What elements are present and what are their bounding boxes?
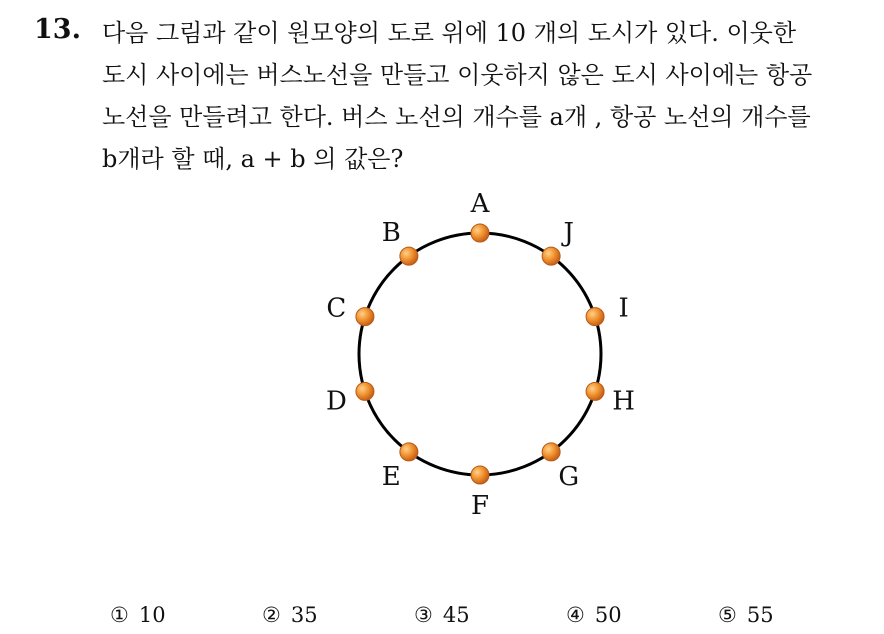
choice-1-mark: ① xyxy=(110,603,129,627)
city-dot-e xyxy=(400,443,418,461)
choice-3-value: 45 xyxy=(442,603,470,627)
city-dot-d xyxy=(356,382,374,400)
choice-5-mark: ⑤ xyxy=(718,603,737,627)
choice-3-mark: ③ xyxy=(414,603,433,627)
city-label-j: J xyxy=(563,217,574,248)
city-label-g: G xyxy=(558,462,580,493)
city-dot-h xyxy=(586,382,604,400)
question-number: 13. xyxy=(34,14,81,45)
stem-line-2: 도시 사이에는 버스노선을 만들고 이웃하지 않은 도시 사이에는 항공 xyxy=(102,61,813,89)
choice-2-value: 35 xyxy=(290,603,318,627)
stem-line-1: 다음 그림과 같이 원모양의 도로 위에 10 개의 도시가 있다. 이웃한 xyxy=(102,19,797,47)
city-label-h: H xyxy=(612,386,635,417)
city-label-a: A xyxy=(470,189,490,219)
choice-3[interactable] xyxy=(414,603,470,627)
city-dot-f xyxy=(471,466,489,484)
city-label-b: B xyxy=(381,217,401,248)
choice-4[interactable] xyxy=(566,603,622,627)
choice-5[interactable] xyxy=(718,603,774,627)
city-dot-b xyxy=(400,247,418,265)
choice-5-value: 55 xyxy=(746,603,774,627)
choice-1[interactable] xyxy=(110,603,166,627)
stem-line-4: b개라 할 때, a + b 의 값은? xyxy=(102,145,404,173)
city-dot-j xyxy=(542,247,560,265)
city-label-e: E xyxy=(381,462,401,493)
stem-line-3: 노선을 만들려고 한다. 버스 노선의 개수를 a개 , 항공 노선의 개수를 xyxy=(102,103,811,131)
choice-1-value: 10 xyxy=(138,603,166,627)
choice-4-value: 50 xyxy=(594,603,622,627)
city-dot-g xyxy=(542,443,560,461)
city-label-d: D xyxy=(325,386,347,417)
city-dot-c xyxy=(356,308,374,326)
city-dot-i xyxy=(586,308,604,326)
answer-choices xyxy=(0,603,884,633)
city-label-c: C xyxy=(326,293,347,324)
choice-2-mark: ② xyxy=(262,603,281,627)
circular-road xyxy=(359,233,601,475)
city-label-f: F xyxy=(470,491,490,521)
choice-2[interactable] xyxy=(262,603,318,627)
city-dot-a xyxy=(471,224,489,242)
choice-4-mark: ④ xyxy=(566,603,585,627)
city-label-i: I xyxy=(618,293,629,324)
